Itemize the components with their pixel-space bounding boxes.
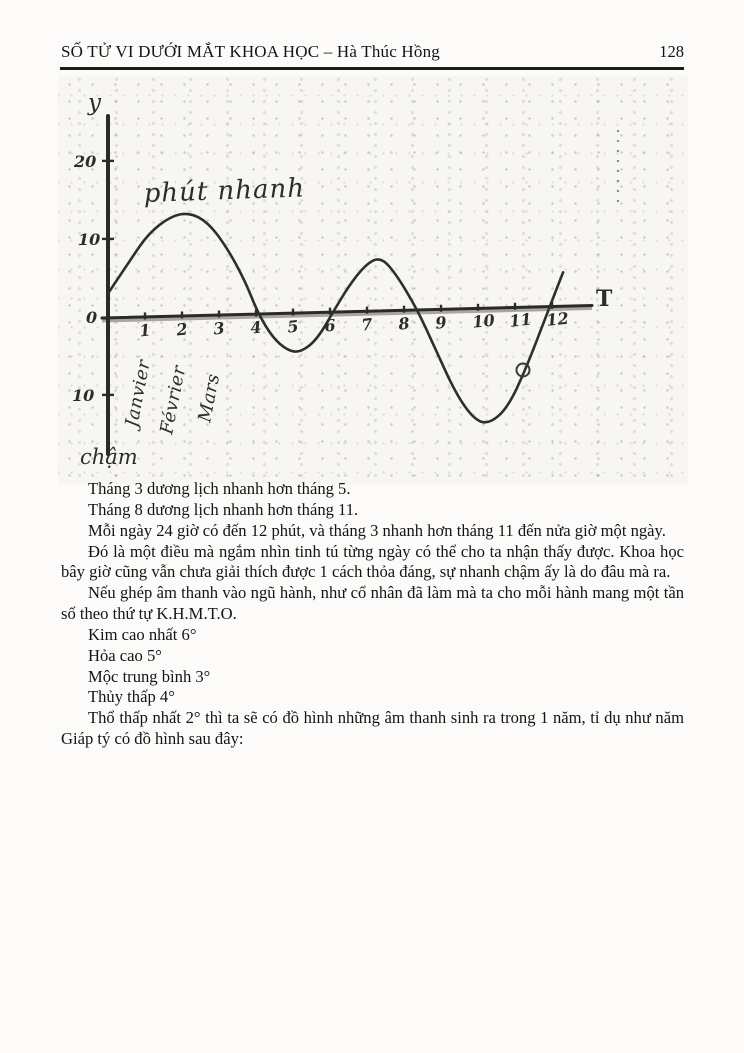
body-text — [61, 479, 684, 750]
paragraph: Hỏa cao 5° — [88, 645, 162, 665]
x-tick-label: 7 — [360, 314, 374, 335]
x-tick-label: 3 — [212, 318, 226, 339]
y-tick-label: 0 — [86, 307, 98, 327]
x-tick-label: 8 — [397, 313, 411, 334]
month-label: Janvier — [121, 357, 155, 429]
paragraph: Tháng 8 dương lịch nhanh hơn tháng 11. — [88, 499, 359, 519]
x-tick-label: 12 — [545, 308, 570, 330]
month-label: Mars — [194, 371, 225, 424]
y-tick-label: 10 — [72, 385, 95, 405]
page-number: 128 — [659, 42, 684, 61]
paragraph: Thủy thấp 4° — [88, 687, 175, 707]
x-tick-label: 6 — [323, 315, 337, 336]
scanned-figure — [58, 76, 688, 484]
page-header — [61, 42, 684, 62]
y-tick-label: 10 — [78, 229, 101, 249]
hand-drawn-chart — [58, 76, 688, 484]
x-tick-label: 10 — [471, 310, 496, 332]
paragraph: Mỗi ngày 24 giờ có đến 12 phút, và tháng 3 nhanh hơn tháng 11 đến nửa giờ một ngày. — [88, 520, 666, 540]
x-tick-label: 11 — [508, 309, 533, 331]
x-tick-label: 1 — [138, 320, 152, 341]
paragraph: Nếu ghép âm thanh vào ngũ hành, như cổ nhân đã làm mà ta cho mỗi hành mang một tần số theo thứ tự K.H.M.T.O. — [61, 583, 684, 624]
paragraph: Kim cao nhất 6° — [88, 624, 197, 644]
paragraph: Tháng 3 dương lịch nhanh hơn tháng 5. — [88, 479, 351, 498]
header-rule — [60, 67, 684, 70]
paragraph: Đó là một điều mà ngắm nhìn tinh tú từng ngày có thể cho ta nhận thấy được. Khoa học bây giờ cũng vẫn chưa giải thích được 1 cách thỏa đáng, sự nhanh chậm ấy là do đâu mà ra. — [61, 541, 684, 582]
month-label: Février — [156, 363, 191, 436]
y-tick-label: 20 — [74, 151, 97, 171]
x-tick-label: 5 — [286, 316, 300, 337]
y-axis-label: y — [88, 90, 101, 116]
header-title: SỐ TỬ VI DƯỚI MẮT KHOA HỌC – Hà Thúc Hồng — [61, 42, 440, 61]
x-tick-label: 4 — [249, 317, 263, 338]
paragraph: Thổ thấp nhất 2° thì ta sẽ có đồ hình những âm thanh sinh ra trong 1 năm, tỉ dụ như năm Giáp tý có đồ hình sau đây: — [61, 708, 684, 749]
x-axis-label: T — [596, 286, 613, 312]
x-tick-label: 9 — [434, 312, 448, 333]
lower-annotation: chậm — [80, 445, 138, 469]
paragraph: Mộc trung bình 3° — [88, 666, 211, 686]
x-tick-label: 2 — [175, 319, 189, 340]
upper-annotation: phút nhanh — [143, 173, 306, 209]
